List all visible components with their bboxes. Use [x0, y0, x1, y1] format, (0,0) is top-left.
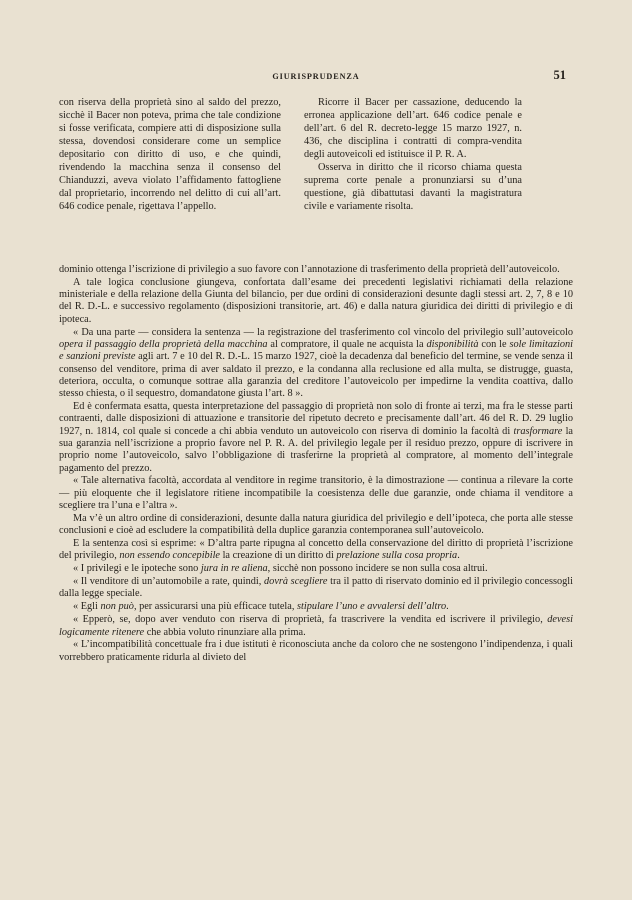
paragraph-5: « Tale alternativa facoltà, accordata al venditore in regime transitorio, è la dimostrazione — continua a rilevare la corte — più eloquente che il legislatore ritiene incompatibile la coesistenza delle due garanzie, onde chiama il venditore a scegliere tra l’una e l’altra ». [59, 475, 573, 512]
paragraph-4: Ed è confermata esatta, questa interpretazione del passaggio di proprietà non solo di fronte ai terzi, ma fra le stesse parti contraenti, dalle disposizioni di attuazione e transitorie del ripetuto decreto e precisamente dall’art. 46 del R. D. 29 luglio 1927, n. 1814, col quale si concede a chi abbia venduto un autoveicolo con riserva di dominio la facoltà di trasformare la sua garanzia nell’iscrizione a proprio favore nel P. R. A. del privilegio legale per il residuo prezzo, oppure di iscrivere in proprio nome l’autoveicolo, salvo l’obbligazione di trasferirne la proprietà al compratore, al momento dell’integrale pagamento del prezzo. [59, 401, 573, 474]
running-head [60, 70, 572, 84]
paragraph-12: « L’incompatibilità concettuale fra i due istituti è riconosciuta anche da coloro che ne sostengono l’indipendenza, i quali vorrebbero praticamente ridurla al divieto del [59, 639, 573, 663]
paragraph-10: « Egli non può, per assicurarsi una più efficace tutela, stipulare l’uno e avvalersi dell’altro. [73, 601, 449, 613]
page-number: 51 [553, 68, 566, 82]
left-column-paragraph: con riserva della proprietà sino al saldo del prezzo, sicchè il Bacer non poteva, prima che tale condizione si fosse verificata, compiere atti di disposizione sulla stessa, dovendosi considerare come un semplice depositario con diritto di uso, e che quindi, rivendendo la macchina senza il consenso del Chianduzzi, aveva violato l’affidamento fattogliene dal proprietario, incorrendo nel delitto di cui all’art. 646 codice penale, rigettava l’appello. [59, 97, 281, 213]
right-column-paragraph-1: Ricorre il Bacer per cassazione, deducendo la erronea applicazione dell’art. 646 codice penale e dell’art. 6 del R. decreto-legge 15 marzo 1927, n. 436, che disciplina i contratti di compra-vendita degli autoveicoli ed istituisce il P. R. A. [304, 97, 522, 161]
paragraph-11: « Epperò, se, dopo aver venduto con riserva di proprietà, fa trascrivere la vendita ed iscrivere il privilegio, devesi logicamente ritenere che abbia voluto rinunziare alla prima. [59, 614, 573, 638]
paragraph-1: dominio ottenga l’iscrizione di privilegio a suo favore con l’annotazione di trasferimento della proprietà dell’autoveicolo. [59, 264, 560, 275]
paragraph-6: Ma v’è un altro ordine di considerazioni, desunte dalla natura giuridica del privilegio e dell’ipoteca, che porta alle stesse conclusioni e cioè ad escludere la compatibilità della duplice garanzia contemporanea sull’autoveicolo. [59, 512, 573, 537]
paragraph-7: E la sentenza così si esprime: « D’altra parte ripugna al concetto della conservazione del diritto di proprietà l’iscrizione del privilegio, non essendo concepibile la creazione di un diritto di prelazione sulla cosa propria. [59, 538, 573, 562]
paragraph-9: « Il venditore di un’automobile a rate, quindi, dovrà scegliere tra il patto di riservato dominio ed il privilegio concessogli dalla legge speciale. [59, 576, 573, 600]
left-column [59, 96, 281, 213]
main-text [59, 264, 573, 665]
right-column-paragraph-2: Osserva in diritto che il ricorso chiama questa suprema corte penale a pronunziarsi su d’una questione, già dibattutasi davanti la magistratura civile e variamente risolta. [304, 162, 522, 213]
paragraph-3: « Da una parte — considera la sentenza — la registrazione del trasferimento col vincolo del privilegio sull’autoveicolo opera il passaggio della proprietà della macchina al compratore, il quale ne acquista la disponibilità con le sole limitazioni e sanzioni previste agli art. 7 e 10 del R. D.-L. 15 marzo 1927, cioè la decadenza dal beneficio del termine, se vende senza il consenso del venditore, prima di aver saldato il prezzo, e la condanna alla reclusione ed alla multa, se distrugge, guasta, deteriora, occulta, o comunque sottrae alla garanzia del creditore l’autoveicolo per impedirne la vendita coattiva, dallo stesso chiesta, o il sequestro, domandatone giusta l’art. 8 ». [59, 326, 573, 400]
paragraph-8: « I privilegi e le ipoteche sono jura in re aliena, sicchè non possono incidere se non sulla cosa altrui. [73, 563, 488, 575]
section-title: GIURISPRUDENZA [272, 72, 360, 81]
right-column [304, 96, 522, 213]
paragraph-2: A tale logica conclusione giungeva, confortata dall’esame dei precedenti legislativi richiamati della relazione ministeriale e della relazione della Giunta del bilancio, per due ordini di considerazioni desunte dagli stessi art. 2, 7, 8 e 10 del R. D.-L. e successivo regolamento (disposizioni transitorie, art. 46) e dalla natura giuridica dei diritti di privilegio e di ipoteca. [59, 276, 573, 325]
